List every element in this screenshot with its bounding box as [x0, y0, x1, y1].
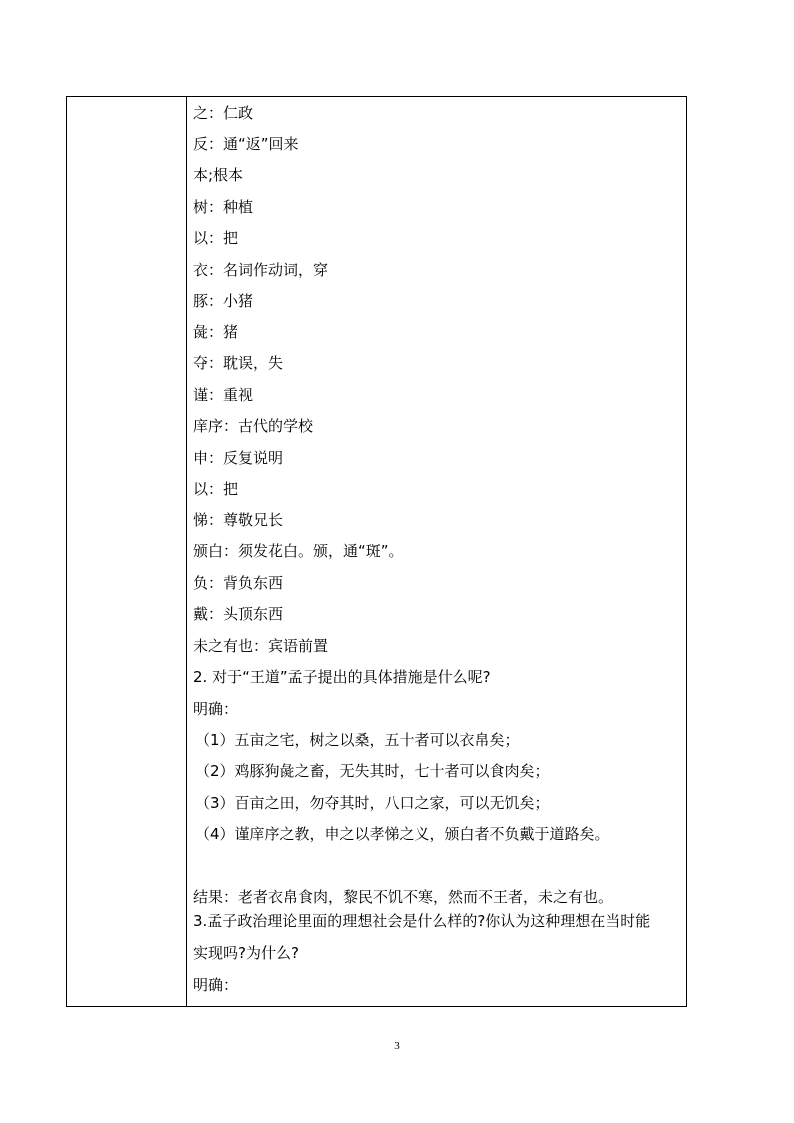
glossary-item: 负：背负东西	[193, 574, 284, 592]
glossary-item: 夺：耽误，失	[193, 354, 284, 372]
measure-item: （1）五亩之宅，树之以桑，五十者可以衣帛矣；	[195, 731, 520, 749]
measure-item: （4）谨庠序之教，申之以孝悌之义，颁白者不负戴于道路矣。	[195, 825, 610, 843]
glossary-item: 未之有也：宾语前置	[193, 637, 329, 655]
answer-label: 明确：	[193, 700, 239, 718]
glossary-item: 之：仁政	[193, 104, 254, 122]
answer-label: 明确：	[193, 976, 239, 994]
glossary-item: 豚：小猪	[193, 292, 254, 310]
measure-item: （2）鸡豚狗彘之畜，无失其时，七十者可以食肉矣；	[195, 762, 550, 780]
glossary-item: 庠序：古代的学校	[193, 417, 314, 435]
glossary-item: 衣：名词作动词，穿	[193, 261, 329, 279]
glossary-item: 树：种植	[193, 198, 254, 216]
glossary-item: 悌：尊敬兄长	[193, 511, 284, 529]
glossary-item: 以：把	[193, 229, 239, 247]
glossary-item: 本;根本	[193, 166, 244, 184]
glossary-item: 申：反复说明	[193, 449, 284, 467]
measure-item: （3）百亩之田，勿夺其时，八口之家，可以无饥矣；	[195, 794, 550, 812]
lesson-table	[66, 96, 687, 1007]
result-text: 结果：老者衣帛食肉，黎民不饥不寒，然而不王者，未之有也。	[193, 888, 614, 906]
glossary-item: 戴：头顶东西	[193, 605, 284, 623]
question-3-line-2: 实现吗?为什么?	[193, 944, 299, 962]
glossary-item: 谨：重视	[193, 386, 254, 404]
question-2: 2. 对于“王道”孟子提出的具体措施是什么呢?	[193, 668, 491, 686]
glossary-item: 以：把	[193, 480, 239, 498]
glossary-item: 彘：猪	[193, 323, 239, 341]
page-number: 3	[394, 1040, 400, 1052]
glossary-item: 颁白：须发花白。颁，通“斑”。	[193, 542, 404, 560]
question-3-line-1: 3.孟子政治理论里面的理想社会是什么样的?你认为这种理想在当时能	[193, 912, 651, 930]
glossary-item: 反：通“返”回来	[193, 135, 299, 153]
left-column-cell	[67, 97, 187, 1006]
